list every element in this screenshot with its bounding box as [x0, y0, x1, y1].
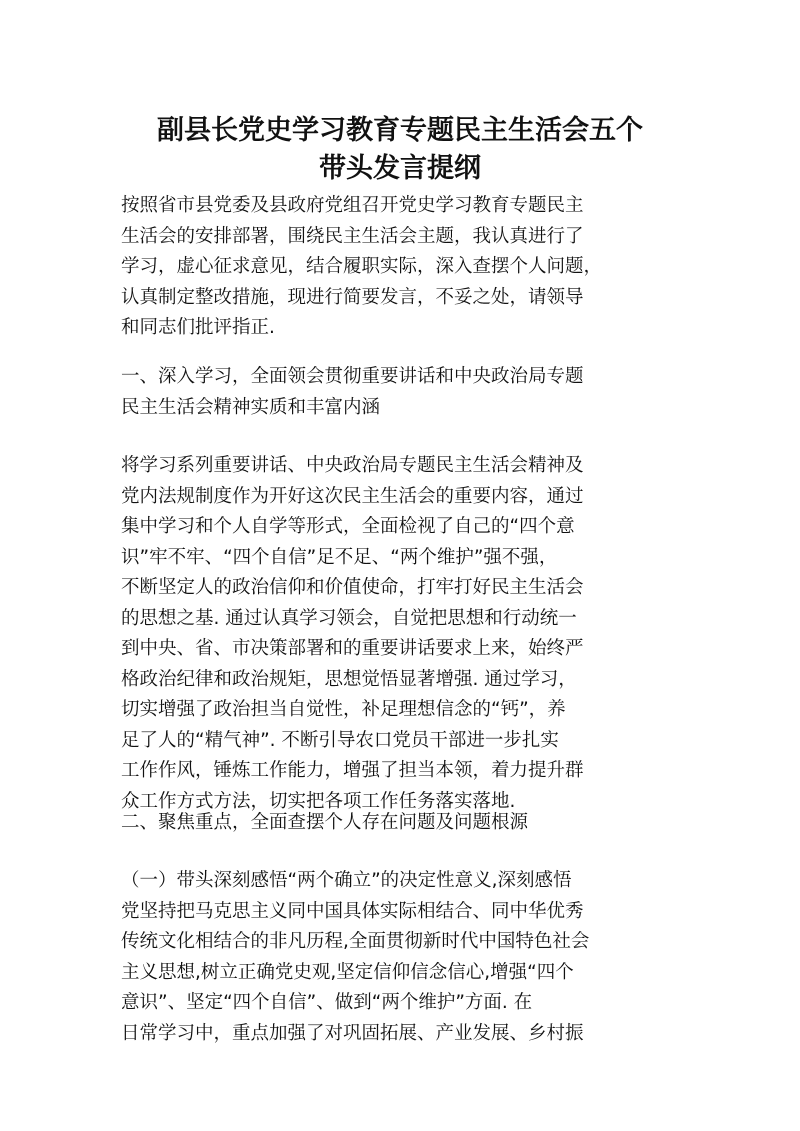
title-line: 带头发言提纲 — [319, 153, 481, 184]
text-line: 学习，虚心征求意见，结合履职实际，深入查摆个人问题， — [121, 256, 603, 277]
text-line: 一、深入学习，全面领会贯彻重要讲话和中央政治局专题 — [121, 366, 584, 387]
text-line: 日常学习中，重点加强了对巩固拓展、产业发展、乡村振 — [121, 1022, 584, 1044]
text-line: 意识”、坚定“四个自信”、做到“两个维护”方面. 在 — [121, 992, 533, 1013]
text-line: 集中学习和个人自学等形式，全面检视了自己的“四个意 — [121, 516, 575, 537]
text-line: 主义思想,树立正确党史观,坚定信仰信念信心,增强“四个 — [121, 961, 574, 983]
text-line: 党坚持把马克思主义同中国具体实际相结合、同中华优秀 — [121, 900, 584, 922]
text-line: 传统文化相结合的非凡历程,全面贯彻新时代中国特色社会 — [121, 931, 590, 952]
title-line: 副县长党史学习教育专题民主生活会五个 — [157, 115, 643, 146]
text-line: 足了人的“精气神”. 不断引导农口党员干部进一步扎实 — [121, 729, 559, 751]
text-line: 按照省市县党委及县政府党组召开党史学习教育专题民主 — [121, 195, 584, 216]
text-line: 到中央、省、市决策部署和的重要讲话要求上来，始终严 — [121, 638, 584, 659]
text-line: 切实增强了政治担当自觉性，补足理想信念的“钙”，养 — [121, 699, 566, 720]
section-heading-1 — [121, 362, 681, 423]
text-line: 民主生活会精神实质和丰富内涵 — [121, 396, 381, 418]
text-line: 的思想之基. 通过认真学习领会，自觉把思想和行动统一 — [121, 607, 577, 629]
section-heading-2 — [121, 808, 681, 839]
text-line: 工作作风，锤炼工作能力，增强了担当本领，着力提升群 — [121, 760, 584, 781]
text-line: 党内法规制度作为开好这次民主生活会的重要内容，通过 — [121, 485, 584, 507]
text-line: 识”牢不牢、“四个自信”足不足、“两个维护”强不强， — [121, 546, 558, 568]
text-line: 众工作方式方法，切实把各项工作任务落实落地. — [121, 790, 516, 812]
text-line: 格政治纪律和政治规矩，思想觉悟显著增强. 通过学习， — [121, 668, 577, 690]
text-line: 认真制定整改措施，现进行简要发言，不妥之处，请领导 — [121, 286, 584, 308]
section-1-paragraph — [121, 451, 681, 817]
text-line: 将学习系列重要讲话、中央政治局专题民主生活会精神及 — [121, 455, 584, 476]
text-line: 不断坚定人的政治信仰和价值使命，打牢打好民主生活会 — [121, 577, 584, 598]
section-2-paragraph — [121, 866, 681, 1049]
text-line: 生活会的安排部署，围绕民主生活会主题，我认真进行了 — [121, 225, 584, 247]
text-line: 和同志们批评指正. — [121, 317, 275, 338]
document-title — [120, 112, 680, 188]
text-line: 二、聚焦重点，全面查摆个人存在问题及问题根源 — [121, 812, 529, 833]
intro-paragraph — [121, 191, 681, 344]
text-line: （一）带头深刻感悟“两个确立”的决定性意义,深刻感悟 — [121, 870, 572, 891]
